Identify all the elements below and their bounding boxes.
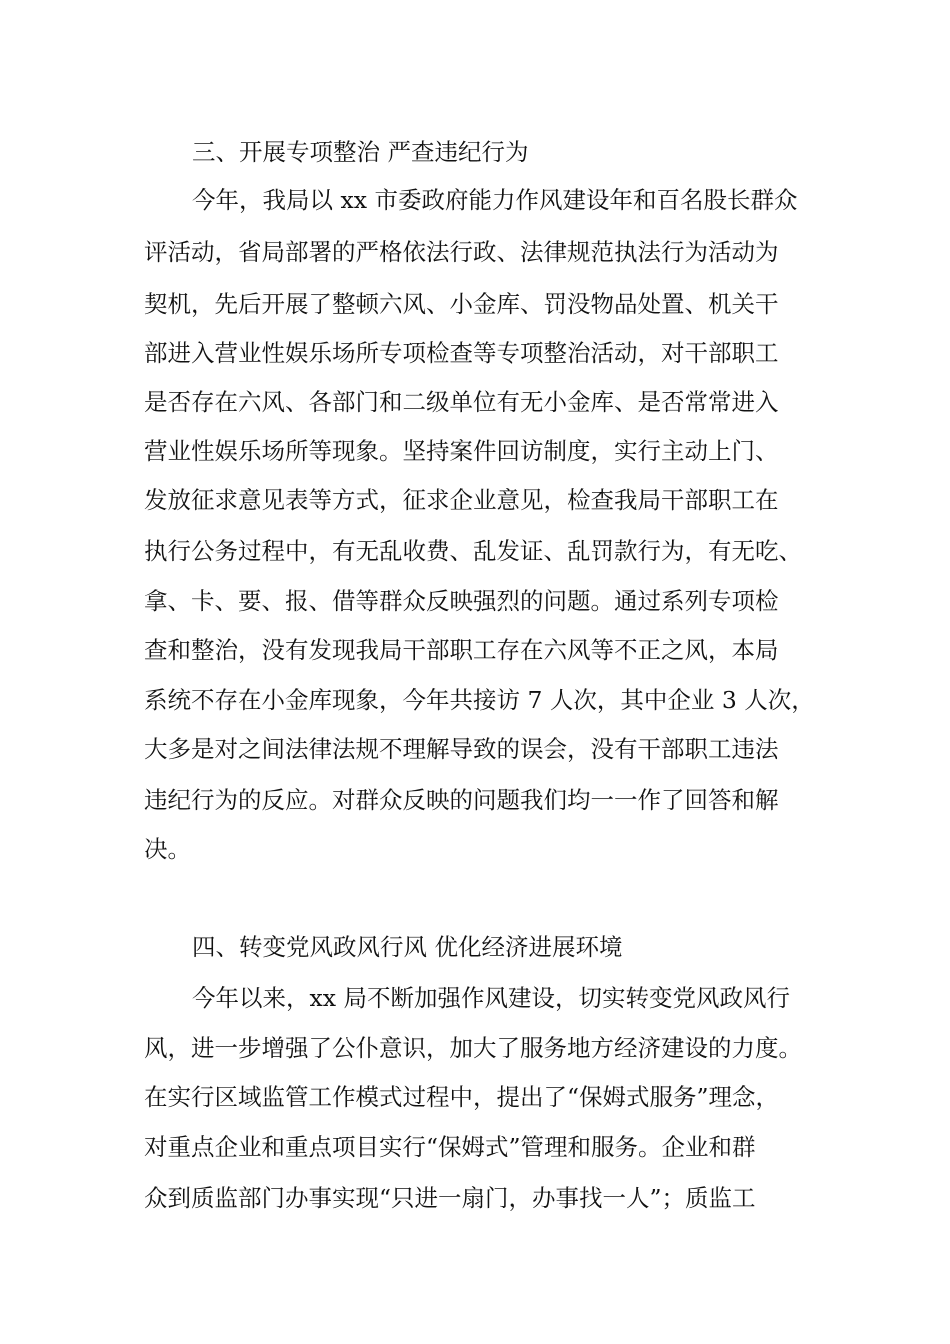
paragraph-line: 拿、卡、要、报、借等群众反映强烈的问题。通过系列专项检 xyxy=(144,587,779,615)
paragraph-line: 众到质监部门办事实现“只进一扇门，办事找一人”；质监工 xyxy=(144,1184,756,1212)
paragraph-line: 评活动，省局部署的严格依法行政、法律规范执法行为活动为 xyxy=(144,238,779,266)
paragraph-line: 今年，我局以 xx 市委政府能力作风建设年和百名股长群众 xyxy=(192,186,798,214)
paragraph-line: 契机，先后开展了整顿六风、小金库、罚没物品处置、机关干 xyxy=(144,290,779,318)
paragraph-line: 在实行区域监管工作模式过程中，提出了“保姆式服务”理念， xyxy=(144,1083,780,1111)
section-heading: 四、转变党风政风行风 优化经济进展环境 xyxy=(192,933,623,961)
paragraph-line: 是否存在六风、各部门和二级单位有无小金库、是否常常进入 xyxy=(144,388,779,416)
section-heading: 三、开展专项整治 严查违纪行为 xyxy=(192,138,529,166)
paragraph-line: 违纪行为的反应。对群众反映的问题我们均一一作了回答和解 xyxy=(144,786,779,814)
paragraph-line: 营业性娱乐场所等现象。坚持案件回访制度，实行主动上门、 xyxy=(144,437,779,465)
paragraph-line: 风，进一步增强了公仆意识，加大了服务地方经济建设的力度。 xyxy=(144,1034,802,1062)
paragraph-line: 决。 xyxy=(144,835,191,863)
paragraph-line: 部进入营业性娱乐场所专项检查等专项整治活动，对干部职工 xyxy=(144,339,779,367)
paragraph-line: 大多是对之间法律法规不理解导致的误会，没有干部职工违法 xyxy=(144,735,779,763)
paragraph-line: 系统不存在小金库现象，今年共接访 7 人次，其中企业 3 人次， xyxy=(144,686,815,714)
paragraph-line: 发放征求意见表等方式，征求企业意见，检查我局干部职工在 xyxy=(144,486,779,514)
paragraph-line: 今年以来，xx 局不断加强作风建设，切实转变党风政风行 xyxy=(192,984,790,1012)
paragraph-line: 查和整治，没有发现我局干部职工存在六风等不正之风，本局 xyxy=(144,636,779,664)
paragraph-line: 对重点企业和重点项目实行“保姆式”管理和服务。企业和群 xyxy=(144,1133,756,1161)
paragraph-line: 执行公务过程中，有无乱收费、乱发证、乱罚款行为，有无吃、 xyxy=(144,537,802,565)
